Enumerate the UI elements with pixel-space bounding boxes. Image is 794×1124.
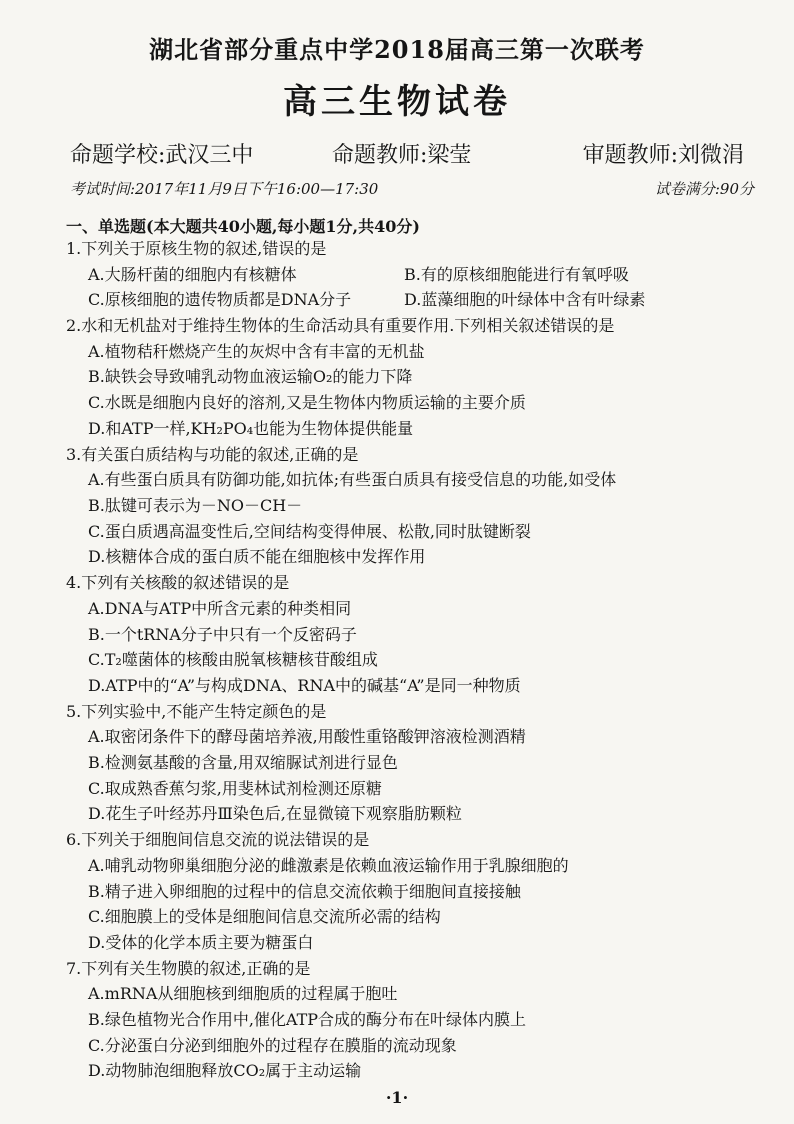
option-b: B.精子进入卵细胞的过程中的信息交流依赖于细胞间直接接触 xyxy=(88,881,521,901)
option-row xyxy=(66,262,766,288)
option-b: B.一个tRNA分子中只有一个反密码子 xyxy=(88,624,357,644)
option-c: C.T₂噬菌体的核酸由脱氧核糖核苷酸组成 xyxy=(88,650,378,670)
exam-header: 湖北省部分重点中学2018届高三第一次联考 xyxy=(149,35,645,64)
question-stem: 7.下列有关生物膜的叙述,正确的是 xyxy=(66,958,311,978)
question-7 xyxy=(66,956,766,1085)
option-d: D.受体的化学本质主要为糖蛋白 xyxy=(88,932,314,952)
option-d: D.和ATP一样,KH₂PO₄也能为生物体提供能量 xyxy=(88,418,414,438)
meta-reviewer: 审题教师:刘微涓 xyxy=(582,143,744,168)
option-a: A.植物秸秆燃烧产生的灰烬中含有丰富的无机盐 xyxy=(88,341,425,361)
option-c: C.取成熟香蕉匀浆,用斐林试剂检测还原糖 xyxy=(88,778,382,798)
question-stem: 2.水和无机盐对于维持生物体的生命活动具有重要作用.下列相关叙述错误的是 xyxy=(66,316,615,336)
option-d: D.动物肺泡细胞释放CO₂属于主动运输 xyxy=(88,1061,362,1081)
question-4 xyxy=(66,570,766,699)
paper-title: 高三生物试卷 xyxy=(283,82,511,122)
question-stem: 3.有关蛋白质结构与功能的叙述,正确的是 xyxy=(66,444,359,464)
question-stem: 5.下列实验中,不能产生特定颜色的是 xyxy=(66,701,327,721)
option-a: A.取密闭条件下的酵母菌培养液,用酸性重铬酸钾溶液检测酒精 xyxy=(88,727,526,747)
exam-time: 考试时间:2017年11月9日下午16:00—17:30 xyxy=(70,180,379,198)
meta-school: 命题学校:武汉三中 xyxy=(70,143,254,168)
meta-row xyxy=(70,138,744,170)
question-5 xyxy=(66,699,766,828)
option-b: B.缺铁会导致哺乳动物血液运输O₂的能力下降 xyxy=(88,367,413,387)
meta-teacher: 命题教师:梁莹 xyxy=(332,143,472,168)
option-d: D.核糖体合成的蛋白质不能在细胞核中发挥作用 xyxy=(88,547,426,567)
exam-score: 试卷满分:90分 xyxy=(654,180,754,198)
option-b: B.肽键可表示为－NO－CH－ xyxy=(88,496,303,515)
option-row xyxy=(66,287,766,313)
question-stem: 1.下列关于原核生物的叙述,错误的是 xyxy=(66,239,327,258)
option-c: C.原核细胞的遗传物质都是DNA分子 xyxy=(88,290,352,310)
option-b: B.绿色植物光合作用中,催化ATP合成的酶分布在叶绿体内膜上 xyxy=(88,1010,527,1030)
page-number: ·1· xyxy=(385,1088,409,1107)
option-a: A.大肠杆菌的细胞内有核糖体 xyxy=(88,264,297,284)
option-b: B.检测氨基酸的含量,用双缩脲试剂进行显色 xyxy=(88,753,398,773)
option-a: A.哺乳动物卵巢细胞分泌的雌激素是依赖血液运输作用于乳腺细胞的 xyxy=(88,855,569,875)
question-list xyxy=(66,236,766,1084)
option-c: C.分泌蛋白分泌到细胞外的过程存在膜脂的流动现象 xyxy=(88,1035,457,1055)
option-d: D.蓝藻细胞的叶绿体中含有叶绿素 xyxy=(404,290,646,310)
exam-time-row xyxy=(70,178,754,200)
option-d: D.花生子叶经苏丹Ⅲ染色后,在显微镜下观察脂肪颗粒 xyxy=(88,804,462,824)
option-b: B.有的原核细胞能进行有氧呼吸 xyxy=(404,264,629,284)
question-3 xyxy=(66,442,766,571)
option-a: A.DNA与ATP中所含元素的种类相同 xyxy=(88,598,352,618)
question-stem: 6.下列关于细胞间信息交流的说法错误的是 xyxy=(66,830,370,850)
section-title: 一、单选题(本大题共40小题,每小题1分,共40分) xyxy=(66,217,420,236)
question-2 xyxy=(66,313,766,442)
option-c: C.水既是细胞内良好的溶剂,又是生物体内物质运输的主要介质 xyxy=(88,393,526,413)
option-d: D.ATP中的“A”与构成DNA、RNA中的碱基“A”是同一种物质 xyxy=(88,675,521,695)
option-a: A.mRNA从细胞核到细胞质的过程属于胞吐 xyxy=(88,984,398,1004)
option-a: A.有些蛋白质具有防御功能,如抗体;有些蛋白质具有接受信息的功能,如受体 xyxy=(88,470,617,490)
question-6 xyxy=(66,827,766,956)
option-c: C.细胞膜上的受体是细胞间信息交流所必需的结构 xyxy=(88,907,441,927)
question-1 xyxy=(66,236,766,313)
question-stem: 4.下列有关核酸的叙述错误的是 xyxy=(66,573,290,593)
option-c: C.蛋白质遇高温变性后,空间结构变得伸展、松散,同时肽键断裂 xyxy=(88,521,531,541)
